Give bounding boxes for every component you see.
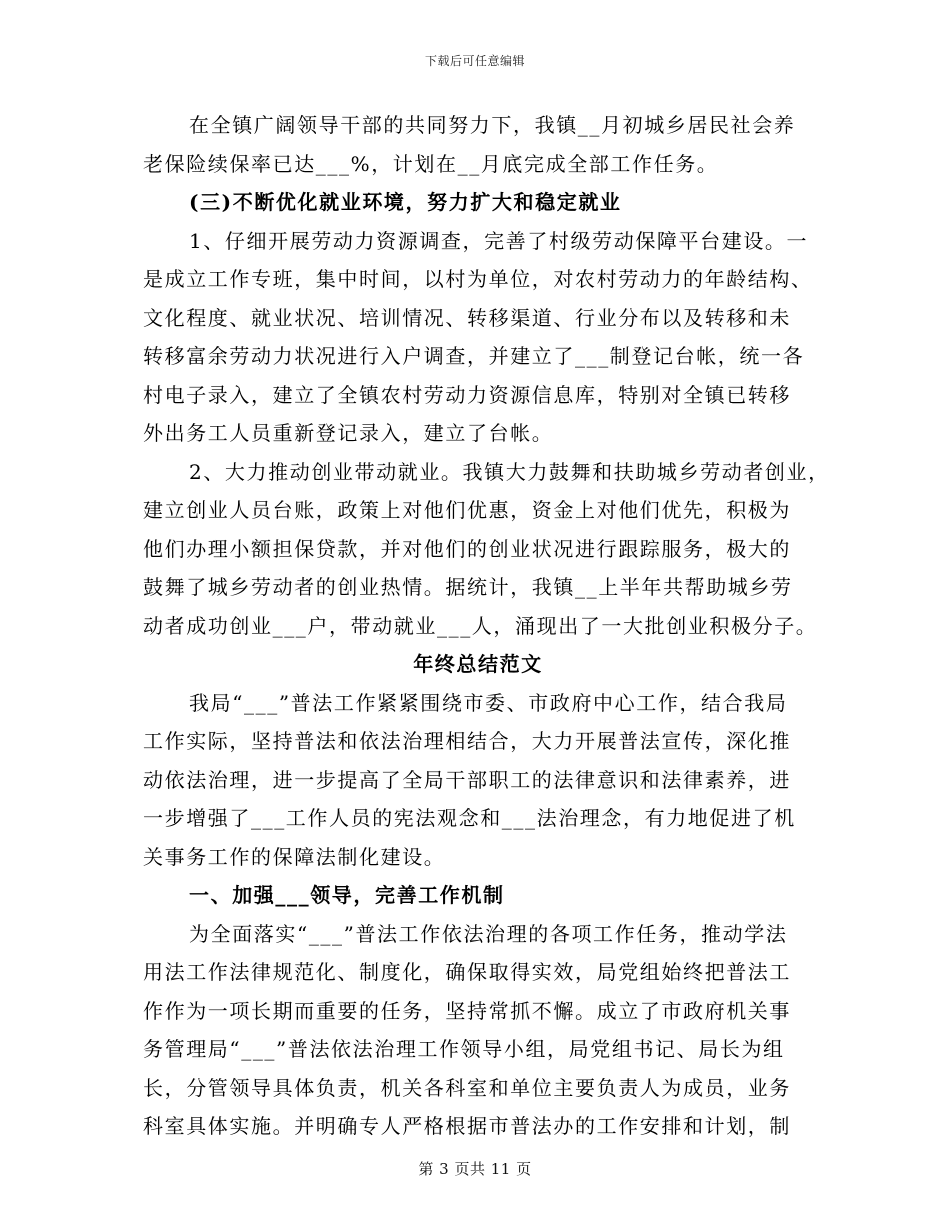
paragraph-line: 文化程度、就业状况、培训情况、转移渠道、行业分布以及转移和未 bbox=[143, 305, 791, 330]
paragraph-line: 村电子录入，建立了全镇农村劳动力资源信息库，特别对全镇已转移 bbox=[143, 382, 791, 407]
paragraph-line: 工作实际，坚持普法和依法治理相结合，大力开展普法宣传，深化推 bbox=[143, 729, 791, 753]
paragraph-line: 外出务工人员重新登记录入，建立了台帐。 bbox=[143, 421, 554, 445]
paragraph-line: 动者成功创业___户，带动就业___人，涌现出了一大批创业积极分子。 bbox=[143, 613, 818, 638]
paragraph-line: 务管理局“___”普法依法治理工作领导小组，局党组书记、局长为组 bbox=[143, 1037, 785, 1061]
section-heading: 一、加强___领导，完善工作机制 bbox=[189, 883, 505, 907]
paragraph-line: 1、仔细开展劳动力资源调查，完善了村级劳动保障平台建设。一 bbox=[189, 228, 809, 253]
paragraph-line: 一步增强了___工作人员的宪法观念和___法治理念，有力地促进了机 bbox=[143, 806, 796, 830]
paragraph-line: 他们办理小额担保贷款，并对他们的创业状况进行跟踪服务，极大的 bbox=[143, 536, 791, 561]
paragraph-line: 作作为一项长期而重要的任务，坚持常抓不懈。成立了市政府机关事 bbox=[143, 998, 791, 1023]
paragraph-line: 为全面落实“___”普法工作依法治理的各项工作任务，推动学法 bbox=[189, 921, 788, 946]
paragraph-line: 2、大力推动创业带动就业。我镇大力鼓舞和扶助城乡劳动者创业， bbox=[189, 459, 830, 484]
paragraph-line: 鼓舞了城乡劳动者的创业热情。据统计，我镇__上半年共帮助城乡劳 bbox=[143, 575, 793, 599]
paragraph-line: 转移富余劳动力状况进行入户调查，并建立了___制登记台帐，统一各 bbox=[143, 344, 805, 368]
page-number-footer: 第 3 页共 11 页 bbox=[418, 1160, 532, 1178]
document-title: 年终总结范文 bbox=[413, 652, 543, 676]
paragraph-line: 动依法治理，进一步提高了全局干部职工的法律意识和法律素养，进 bbox=[143, 767, 791, 792]
paragraph-line: 我局“___”普法工作紧紧围绕市委、市政府中心工作，结合我局 bbox=[189, 690, 788, 715]
section-heading: (三)不断优化就业环境，努力扩大和稳定就业 bbox=[189, 190, 622, 214]
paragraph-line: 老保险续保率已达___%，计划在__月底完成全部工作任务。 bbox=[143, 151, 719, 176]
paragraph-line: 长，分管领导具体负责，机关各科室和单位主要负责人为成员，业务 bbox=[143, 1075, 791, 1100]
paragraph-line: 在全镇广阔领导干部的共同努力下，我镇__月初城乡居民社会养 bbox=[189, 113, 796, 137]
paragraph-line: 是成立工作专班，集中时间，以村为单位，对农村劳动力的年龄结构、 bbox=[143, 267, 813, 291]
document-body bbox=[143, 106, 830, 1146]
paragraph-line: 关事务工作的保障法制化建设。 bbox=[143, 844, 446, 869]
paragraph-line: 用法工作法律规范化、制度化，确保取得实效，局党组始终把普法工 bbox=[143, 960, 791, 984]
page-header: 下载后可任意编辑 bbox=[424, 54, 525, 68]
paragraph-line: 科室具体实施。并明确专人严格根据市普法办的工作安排和计划，制 bbox=[143, 1114, 791, 1138]
paragraph-line: 建立创业人员台账，政策上对他们优惠，资金上对他们优先，积极为 bbox=[143, 498, 791, 522]
